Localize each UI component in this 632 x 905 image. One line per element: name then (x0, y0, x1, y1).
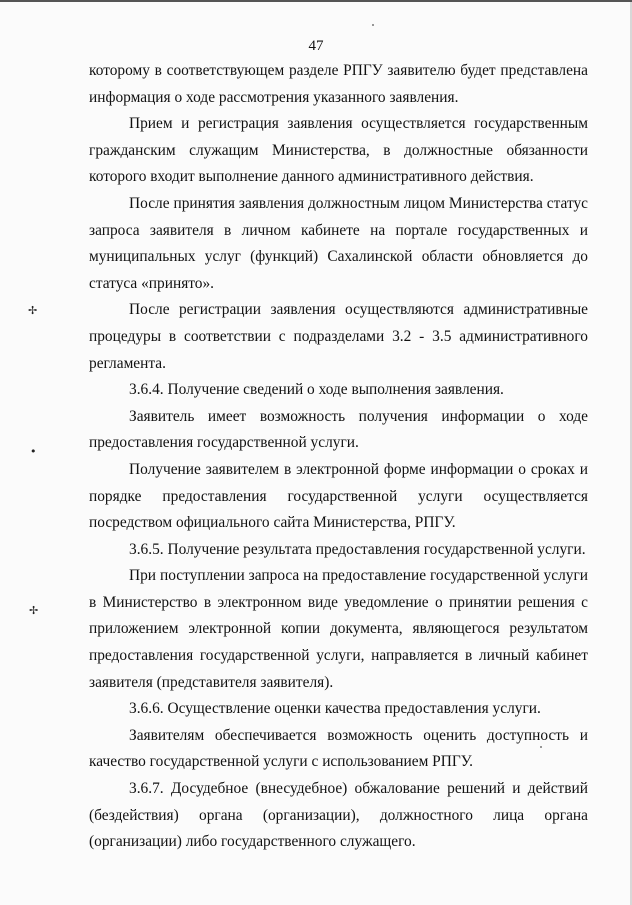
paragraph-quality: Заявителям обеспечивается возможность оценить доступность и качество государственной услуги с использованием РПГУ. (89, 726, 588, 771)
scan-artifact-dot (372, 24, 374, 26)
paragraph-reception: Прием и регистрация заявления осуществляется государственным гражданским служащим Министерства, в должностные обязанности которого входит выполнение данного административного действия. (89, 115, 588, 186)
page-number: 47 (308, 38, 324, 54)
section-heading-3-6-5: 3.6.5. Получение результата предоставления государственной услуги. (129, 540, 586, 558)
scan-top-edge (0, 0, 632, 2)
paragraph-status: После принятия заявления должностным лицом Министерства статус запроса заявителя в личном кабинете на портале государственных и муниципальных услуг (функций) Сахалинской области обновляется до статуса «принято». (89, 194, 588, 292)
paragraph-applicant-info: Заявитель имеет возможность получения информации о ходе предоставления государственной услуги. (89, 407, 588, 452)
section-heading-3-6-4: 3.6.4. Получение сведений о ходе выполнения заявления. (129, 381, 504, 399)
scan-artifact-dot (540, 746, 542, 748)
paragraph-continuation: которому в соответствующем разделе РПГУ заявителю будет представлена информация о ходе рассмотрения указанного заявления. (89, 62, 588, 106)
scan-artifact-mark: ✢ (28, 304, 38, 317)
paragraph-result: При поступлении запроса на предоставление государственной услуги в Министерство в электронном виде уведомление о принятии решения с приложением электронной копии документа, являющегося результатом предоставления государственной услуги, направляется в личный кабинет заявителя (представителя заявителя). (89, 567, 588, 691)
page-body (89, 58, 588, 856)
section-heading-3-6-7: 3.6.7. Досудебное (внесудебное) обжалование решений и действий (бездействия) органа (организации), должностного лица органа (организации) либо государственного служащего. (89, 780, 588, 851)
paragraph-electronic-info: Получение заявителем в электронной форме информации о сроках и порядке предоставления государственной услуги осуществляется посредством официального сайта Министерства, РПГУ. (89, 460, 588, 532)
paragraph-procedures: После регистрации заявления осуществляются административные процедуры в соответствии с подразделами 3.2 - 3.5 административного регламента. (89, 301, 588, 372)
scan-artifact-mark: ✢ (29, 604, 39, 617)
section-heading-3-6-6: 3.6.6. Осуществление оценки качества предоставления услуги. (129, 700, 541, 718)
scan-artifact-mark: • (30, 445, 37, 458)
